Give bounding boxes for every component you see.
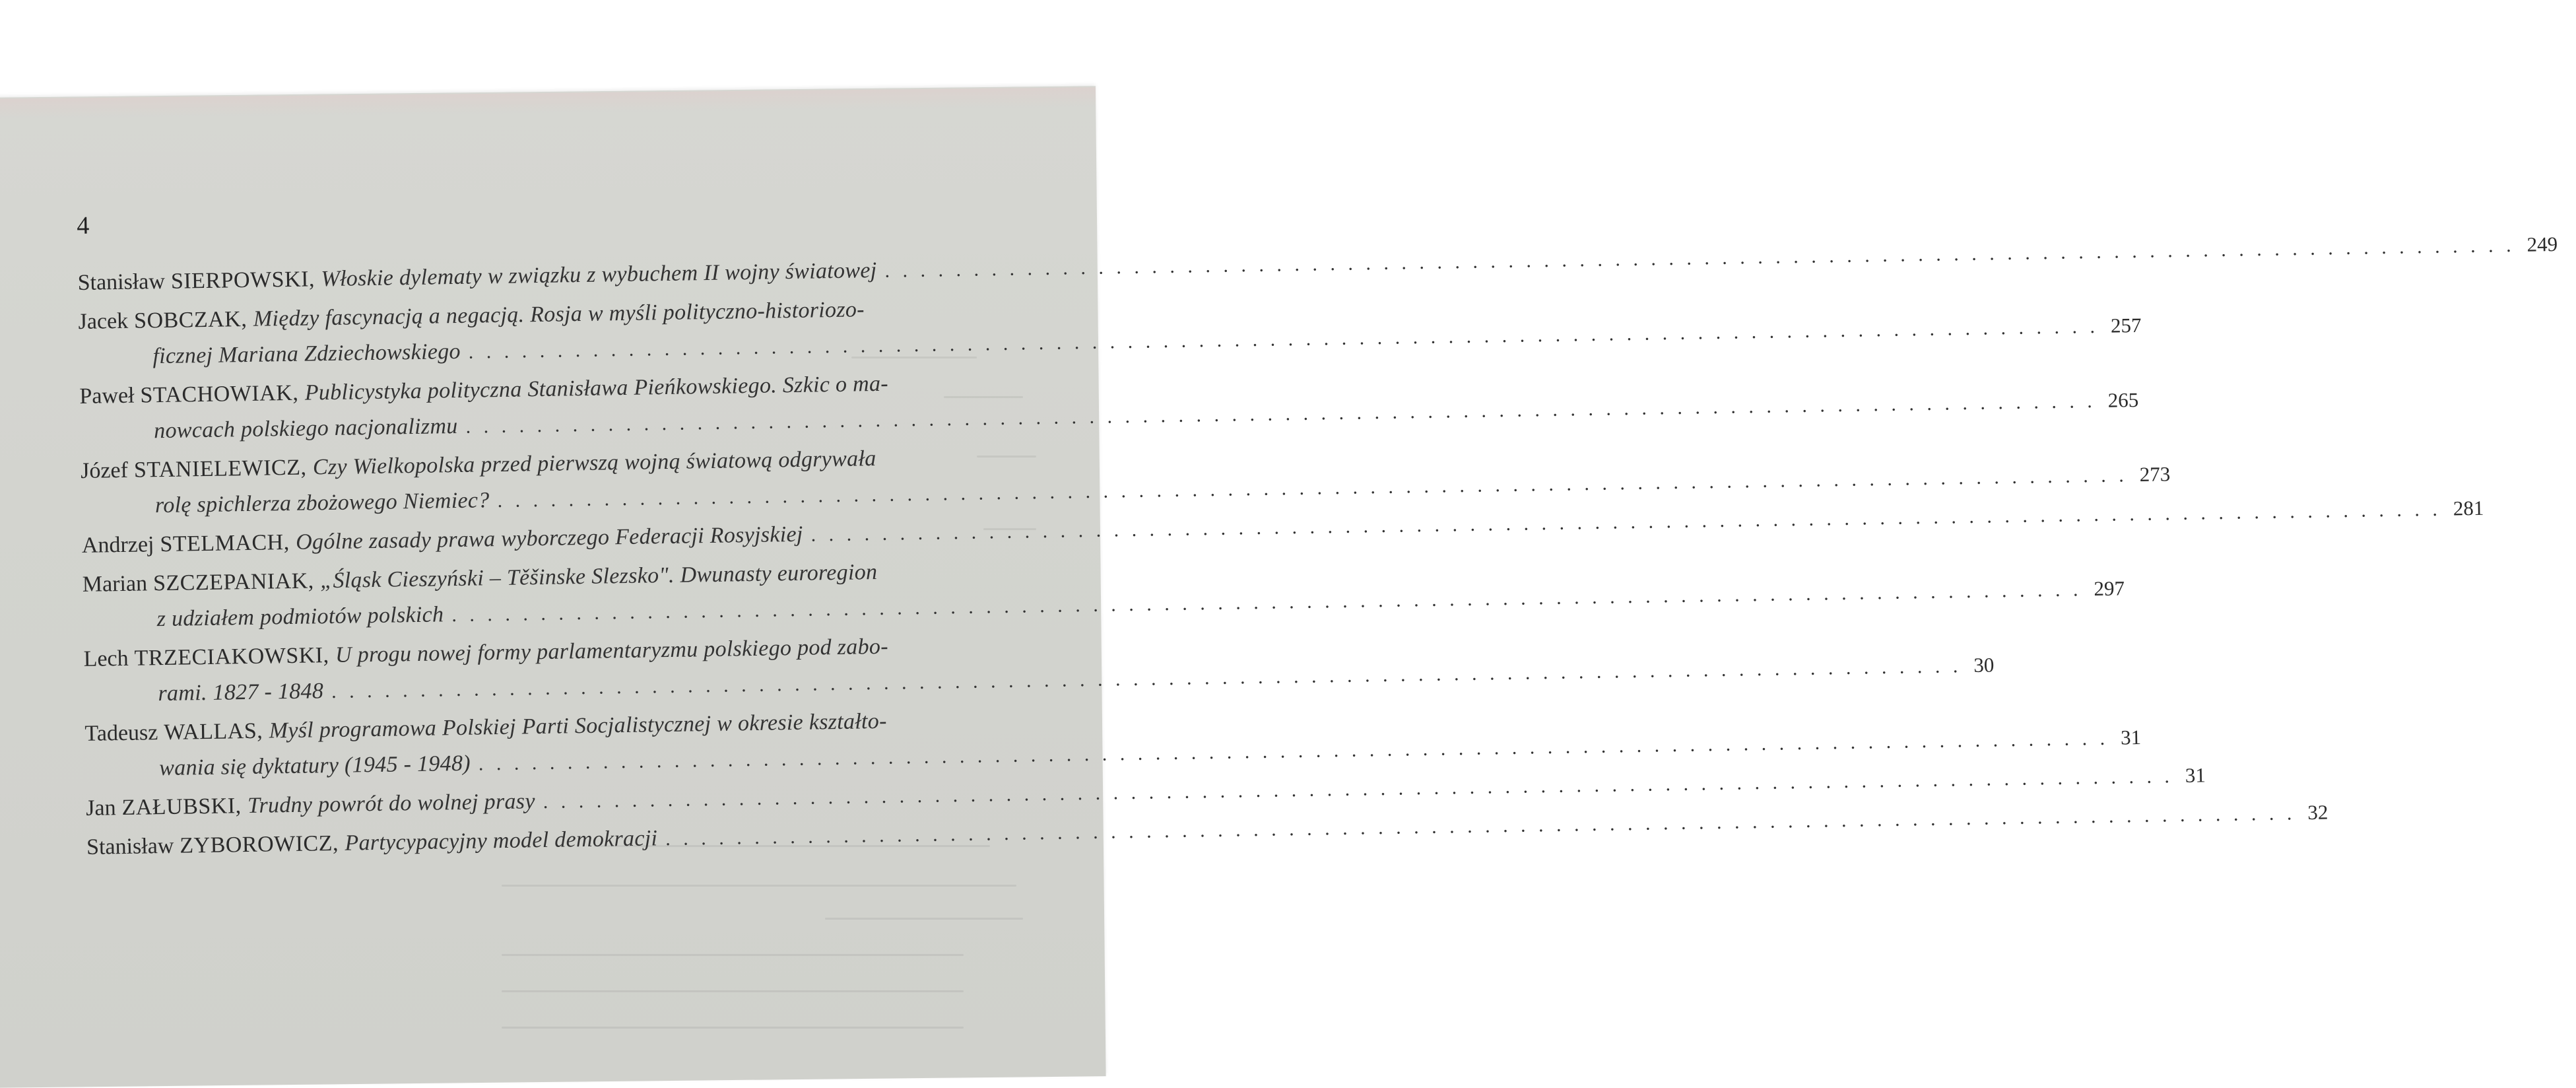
toc-entry (79, 364, 2139, 450)
toc-entry (80, 438, 2171, 525)
toc-entry-line: Jacek SOBCZAK , Między fascynacją a negacją. Rosja w myśli polityczno-historiozo- (78, 289, 1036, 340)
page-ref: 273 (2139, 462, 2171, 486)
article-title-continued: rami. 1827 - 1848 (158, 679, 324, 706)
toc-entry (84, 701, 2142, 788)
author-first-name: Stanisław (86, 833, 174, 860)
toc-entry (83, 627, 1995, 713)
author-surname: STANIELEWICZ (133, 455, 301, 483)
author-surname: TRZECIAKOWSKI (134, 643, 323, 671)
author-surname: STACHOWIAK (140, 380, 293, 408)
author-first-name: Paweł (79, 383, 135, 409)
toc-entry (82, 552, 2125, 638)
article-title: Ogólne zasady prawa wyborczego Federacji Rosyjskiej (295, 522, 803, 555)
toc-entry-line: Lech TRZECIAKOWSKI , U progu nowej formy parlamentaryzmu polskiego pod zabo- (83, 627, 1041, 677)
article-title: U progu nowej formy parlamentaryzmu polskiego pod zabo- (335, 634, 889, 667)
toc-entry-line: Stanisław ZYBOROWICZ , Partycypacyjny model demokracji . . . 32 (86, 815, 1044, 866)
author-first-name: Tadeusz (84, 720, 158, 746)
dot-leader (884, 228, 2515, 289)
article-title: Czy Wielkopolska przed pierwszą wojną światową odgrywała (312, 446, 876, 480)
author-surname: SIERPOWSKI (170, 267, 310, 294)
page-ref: 249 (2526, 232, 2558, 256)
toc-entry-line: Józef STANIELEWICZ , Czy Wielkopolska przed pierwszą wojną światową odgrywała (81, 438, 1038, 489)
author-first-name: Józef (80, 458, 129, 483)
article-title-continued: wania się dyktatury (1945 - 1948) (158, 751, 471, 781)
author-surname: ZAŁUBSKI (121, 794, 236, 821)
page-ref: 281 (2453, 496, 2484, 520)
article-title-continued: rolę spichlerza zbożowego Niemiec? (154, 488, 490, 518)
article-title: Myśl programowa Polskiej Parti Socjalistycznej w okresie kształto- (269, 708, 887, 743)
author-surname: STELMACH (160, 530, 284, 557)
article-title-continued: ficznej Mariana Zdziechowskiego (152, 339, 461, 369)
author-first-name: Stanisław (77, 269, 166, 295)
page-ref: 31 (2120, 725, 2142, 749)
page-number: 4 (77, 211, 90, 240)
article-title: Partycypacyjny model demokracji (345, 826, 658, 856)
toc-entry-line: Marian SZCZEPANIAK , „Śląsk Cieszyński – Těšinske Slezsko". Dwunasty euroregion (82, 552, 1040, 603)
page-ref: 32 (2307, 800, 2328, 825)
page-ref: 30 (1973, 653, 1995, 677)
page-ref: 265 (2107, 388, 2139, 412)
article-title: Trudny powrót do wolnej prasy (247, 789, 535, 819)
author-first-name: Jan (85, 796, 116, 821)
toc-entry-line: Andrzej STELMACH , Ogólne zasady prawa wyborczego Federacji Rosyjskiej . . . 281 (82, 513, 1040, 564)
toc-list (77, 232, 2558, 869)
page-ref: 297 (2094, 576, 2125, 601)
page-ref: 257 (2110, 313, 2142, 337)
author-first-name: Lech (83, 646, 129, 671)
article-title: „Śląsk Cieszyński – Těšinske Slezsko". Dwunasty euroregion (319, 560, 878, 594)
toc-entry-line: Jan ZAŁUBSKI , Trudny powrót do wolnej prasy . . . 31 (86, 776, 1043, 827)
article-title-continued: nowcach polskiego nacjonalizmu (153, 413, 458, 444)
author-surname: SZCZEPANIAK (152, 568, 309, 596)
toc-entry-line: Paweł STACHOWIAK , Publicystyka polityczna Stanisława Pieńkowskiego. Szkic o ma- (79, 364, 1037, 415)
article-title: Publicystyka polityczna Stanisława Pieńkowskiego. Szkic o ma- (304, 371, 889, 405)
author-surname: ZYBOROWICZ (180, 831, 333, 858)
article-title-continued: z udziałem podmiotów polskich (156, 602, 444, 632)
toc-entry (78, 289, 2142, 376)
author-surname: WALLAS (164, 718, 257, 745)
toc-entry-line: Stanisław SIERPOWSKI , Włoskie dylematy w związku z wybuchem II wojny światowej . . . 249 (77, 250, 1035, 301)
author-surname: SOBCZAK (133, 307, 242, 333)
article-title: Między fascynacją a negacją. Rosja w myśli polityczno-historiozo- (253, 297, 865, 331)
author-first-name: Andrzej (81, 532, 154, 558)
author-first-name: Jacek (78, 308, 129, 334)
table-of-contents-page (77, 196, 2558, 860)
page-ref: 31 (2185, 763, 2206, 787)
article-title: Włoskie dylematy w związku z wybuchem II wojny światowej (321, 257, 877, 292)
author-first-name: Marian (82, 571, 148, 597)
toc-entry-line: Tadeusz WALLAS , Myśl programowa Polskiej Parti Socjalistycznej w okresie kształto- (84, 701, 1042, 752)
